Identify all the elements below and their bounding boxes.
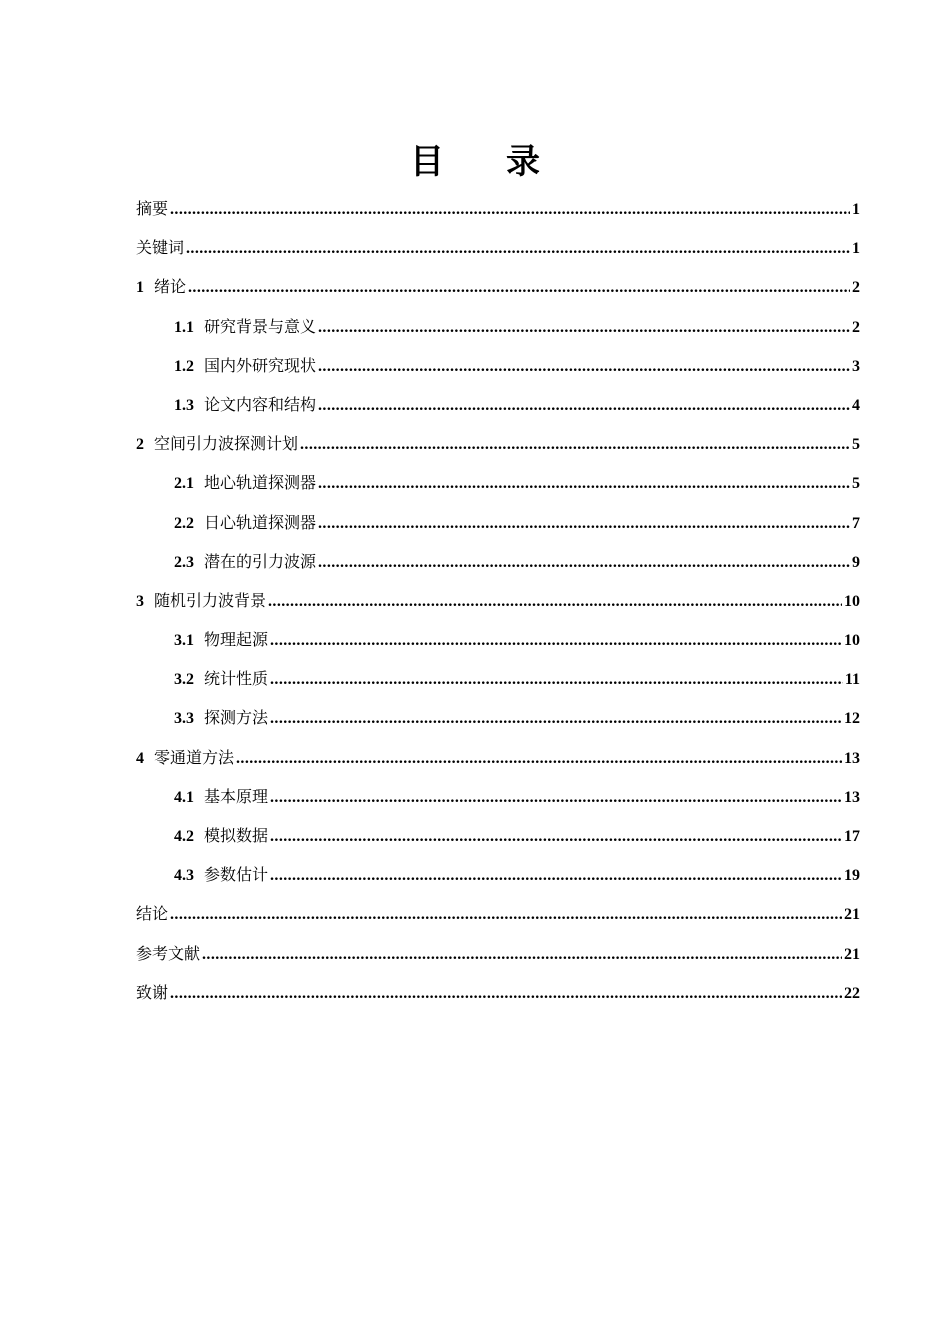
toc-entry-number: 3 (136, 592, 144, 610)
toc-entry-page-number: 2 (852, 279, 860, 297)
toc-entry-number: 3.3 (174, 710, 194, 728)
toc-entry-title: 潜在的引力波源 (204, 551, 317, 571)
toc-entry-page-number: 1 (852, 201, 860, 218)
toc-entry[interactable] (136, 463, 860, 502)
toc-entry-page-number: 11 (844, 671, 860, 689)
toc-entry-title: 参考文献 (136, 943, 201, 963)
toc-title (0, 140, 950, 184)
toc-entry-title: 零通道方法 (154, 747, 235, 767)
toc-dot-leader (268, 582, 842, 621)
toc-entry-title: 地心轨道探测器 (204, 473, 317, 493)
toc-entry-title: 模拟数据 (204, 826, 269, 845)
toc-entry-number: 4.2 (174, 828, 194, 845)
toc-entry-page-number: 4 (852, 396, 860, 414)
toc-entry-title: 国内外研究现状 (204, 355, 317, 375)
toc-entry-title: 摘要 (136, 199, 169, 218)
toc-entry[interactable] (136, 816, 860, 855)
toc-entry-page-number: 10 (844, 632, 860, 650)
toc-entry[interactable] (136, 855, 860, 894)
toc-entry-number: 4.3 (174, 867, 194, 885)
toc-entry-number: 4 (136, 749, 144, 767)
toc-entry-number: 3.2 (174, 671, 194, 689)
toc-dot-leader (318, 504, 850, 543)
toc-dot-leader (318, 308, 850, 347)
toc-entry-number: 2.3 (174, 553, 194, 571)
toc-entry-number: 2 (136, 436, 144, 454)
toc-title-char-2: 录 (506, 142, 540, 182)
toc-dot-leader (188, 268, 850, 307)
toc-dot-leader (318, 386, 850, 425)
toc-entry-page-number: 21 (844, 906, 860, 924)
toc-entry-page-number: 13 (844, 788, 860, 806)
toc-entry[interactable] (136, 659, 860, 698)
toc-entry[interactable] (136, 385, 860, 424)
toc-entry-title: 日心轨道探测器 (204, 512, 317, 532)
table-of-contents (136, 189, 860, 1012)
toc-entry-page-number: 3 (852, 357, 860, 375)
toc-entry-title: 绪论 (154, 277, 187, 297)
toc-entry-title: 统计性质 (204, 669, 269, 689)
toc-entry-page-number: 21 (844, 945, 860, 963)
toc-entry[interactable] (136, 228, 860, 267)
toc-entry[interactable] (136, 620, 860, 659)
toc-dot-leader (202, 935, 842, 974)
toc-entry-title: 参数估计 (204, 865, 269, 885)
toc-dot-leader (270, 660, 843, 699)
toc-entry[interactable] (136, 698, 860, 737)
toc-entry-title: 研究背景与意义 (204, 316, 317, 336)
toc-entry-number: 1.3 (174, 396, 194, 414)
toc-entry-number: 4.1 (174, 788, 194, 806)
toc-entry[interactable] (136, 934, 860, 973)
toc-dot-leader (270, 621, 842, 660)
toc-entry[interactable] (136, 267, 860, 306)
toc-entry[interactable] (136, 738, 860, 777)
toc-dot-leader (318, 347, 850, 386)
toc-entry-title: 随机引力波背景 (154, 590, 267, 610)
toc-entry-page-number: 12 (844, 710, 860, 728)
toc-entry-page-number: 1 (852, 240, 860, 258)
toc-dot-leader (170, 190, 850, 229)
toc-entry-title: 物理起源 (204, 630, 269, 650)
toc-entry-title: 致谢 (136, 982, 169, 1002)
toc-entry[interactable] (136, 973, 860, 1012)
toc-entry[interactable] (136, 307, 860, 346)
toc-entry-page-number: 9 (852, 553, 860, 571)
toc-title-char-1: 目 (410, 142, 444, 182)
toc-entry[interactable] (136, 581, 860, 620)
toc-entry-title: 探测方法 (204, 708, 269, 728)
toc-dot-leader (170, 974, 842, 1013)
toc-entry-number: 1 (136, 279, 144, 297)
toc-entry-title: 基本原理 (204, 786, 269, 806)
toc-entry-number: 3.1 (174, 632, 194, 650)
toc-dot-leader (318, 464, 850, 503)
toc-entry[interactable] (136, 346, 860, 385)
toc-entry-page-number: 5 (852, 475, 860, 493)
toc-entry-number: 1.1 (174, 318, 194, 336)
toc-entry-title: 论文内容和结构 (204, 394, 317, 414)
toc-dot-leader (300, 425, 850, 464)
toc-entry[interactable] (136, 777, 860, 816)
toc-dot-leader (270, 778, 842, 817)
toc-entry[interactable] (136, 894, 860, 933)
toc-entry-title: 结论 (136, 904, 169, 924)
toc-entry-page-number: 10 (844, 592, 860, 610)
toc-entry-page-number: 22 (844, 984, 860, 1002)
toc-dot-leader (186, 229, 850, 268)
toc-entry-page-number: 5 (852, 436, 860, 454)
toc-entry-page-number: 2 (852, 318, 860, 336)
toc-dot-leader (270, 699, 842, 738)
toc-dot-leader (270, 856, 842, 895)
toc-entry-page-number: 7 (852, 514, 860, 532)
toc-dot-leader (318, 543, 850, 582)
toc-entry-number: 2.2 (174, 514, 194, 532)
toc-dot-leader (270, 817, 842, 856)
toc-entry-page-number: 17 (844, 828, 860, 845)
toc-entry[interactable] (136, 503, 860, 542)
toc-entry[interactable] (136, 542, 860, 581)
toc-entry-title: 关键词 (136, 238, 185, 258)
toc-dot-leader (236, 739, 842, 778)
toc-entry-title: 空间引力波探测计划 (154, 434, 299, 454)
toc-entry-number: 2.1 (174, 475, 194, 493)
toc-entry-page-number: 19 (844, 867, 860, 885)
toc-entry-page-number: 13 (844, 749, 860, 767)
toc-entry[interactable] (136, 424, 860, 463)
toc-entry[interactable] (136, 189, 860, 228)
toc-entry-number: 1.2 (174, 357, 194, 375)
toc-dot-leader (170, 895, 842, 934)
